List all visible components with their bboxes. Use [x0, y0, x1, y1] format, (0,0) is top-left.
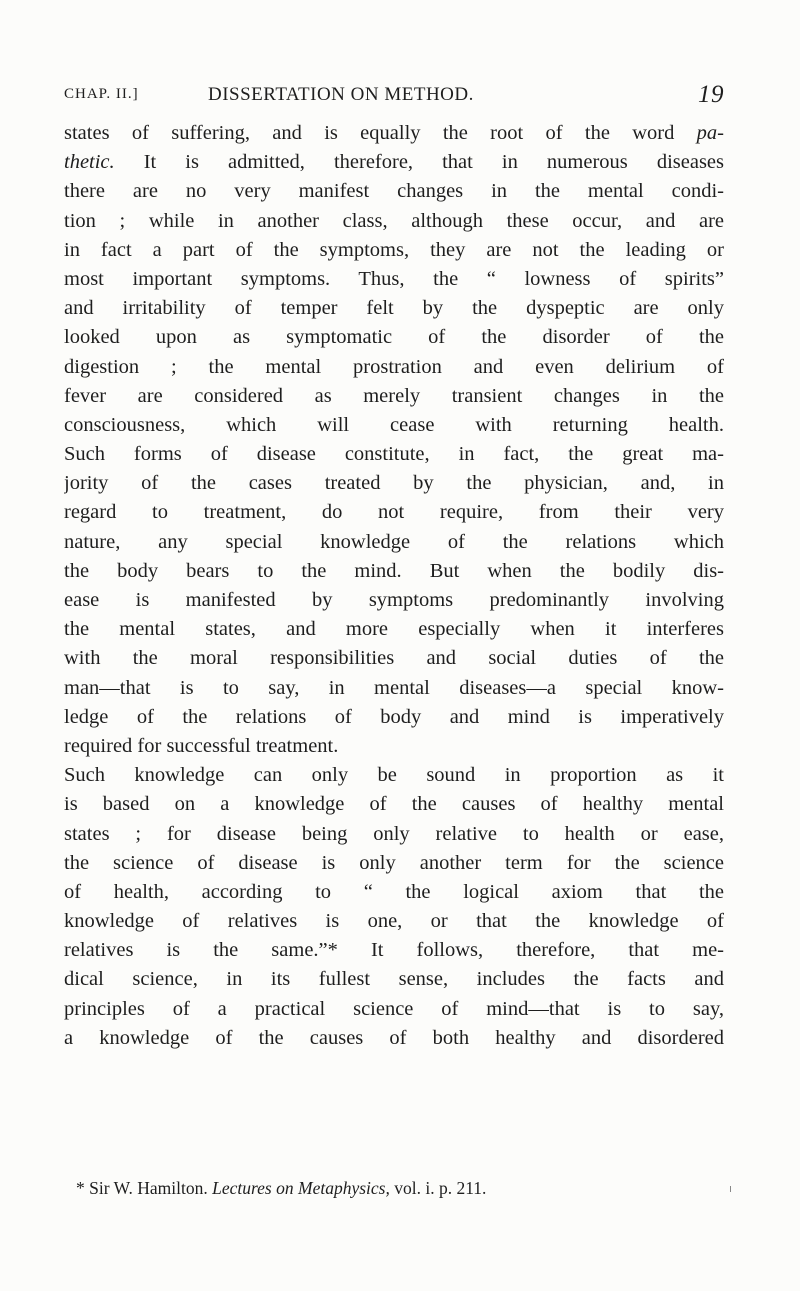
text-line: a knowledge of the causes of both healthy and disordered [64, 1026, 724, 1049]
running-head [64, 81, 724, 114]
text-line: consciousness, which will cease with returning health. [64, 413, 724, 436]
footnote-work-title: Lectures on Metaphysics, [212, 1178, 390, 1198]
margin-mark [730, 1186, 731, 1192]
text-line: states ; for disease being only relative to health or ease, [64, 822, 724, 845]
text-line: with the moral responsibilities and social duties of the [64, 647, 724, 670]
text-line: most important symptoms. Thus, the “ lowness of spirits” [64, 267, 724, 290]
running-title: DISSERTATION ON METHOD. [208, 84, 474, 105]
text-line: states of suffering, and is equally the root of the word pa- [64, 122, 724, 144]
text-line: knowledge of relatives is one, or that the knowledge of [64, 910, 724, 933]
text-line: dical science, in its fullest sense, includes the facts and [64, 968, 724, 991]
text-line: man—that is to say, in mental diseases—a special know- [64, 676, 724, 699]
text-line: the mental states, and more especially when it interferes [64, 618, 724, 641]
body-text [64, 119, 724, 1053]
text-line: of health, according to “ the logical axiom that the [64, 880, 724, 903]
footnote-citation: vol. i. p. 211. [394, 1178, 487, 1198]
page-number: 19 [698, 81, 724, 108]
text-line: thetic. It is admitted, therefore, that in numerous diseases [64, 151, 724, 174]
text-line: fever are considered as merely transient changes in the [64, 384, 724, 407]
text-line: principles of a practical science of mind—that is to say, [64, 997, 724, 1020]
text-line: digestion ; the mental prostration and even delirium of [64, 355, 724, 378]
text-line: tion ; while in another class, although these occur, and are [64, 209, 724, 232]
footnote-author: * Sir W. Hamilton. [76, 1178, 208, 1198]
text-line: there are no very manifest changes in the mental condi- [64, 180, 724, 203]
footnote [76, 1178, 486, 1199]
text-line: ledge of the relations of body and mind is imperatively [64, 705, 724, 728]
text-line: relatives is the same.”* It follows, therefore, that me- [64, 939, 724, 962]
text-line: the science of disease is only another term for the science [64, 851, 724, 874]
text-line: ease is manifested by symptoms predominantly involving [64, 589, 724, 611]
text-line: nature, any special knowledge of the relations which [64, 530, 724, 553]
text-line: regard to treatment, do not require, from their very [64, 501, 724, 524]
chapter-label: CHAP. II.] [64, 86, 139, 102]
text-line: looked upon as symptomatic of the disorder of the [64, 326, 724, 349]
text-line: is based on a knowledge of the causes of healthy mental [64, 793, 724, 816]
text-line: Such knowledge can only be sound in proportion as it [64, 764, 724, 787]
text-line: and irritability of temper felt by the dyspeptic are only [64, 297, 724, 320]
text-line: the body bears to the mind. But when the bodily dis- [64, 559, 724, 582]
text-line: Such forms of disease constitute, in fact, the great ma- [64, 443, 724, 466]
text-line: in fact a part of the symptoms, they are not the leading or [64, 238, 724, 261]
text-line: required for successful treatment. [64, 734, 339, 757]
text-line: jority of the cases treated by the physician, and, in [64, 472, 724, 495]
